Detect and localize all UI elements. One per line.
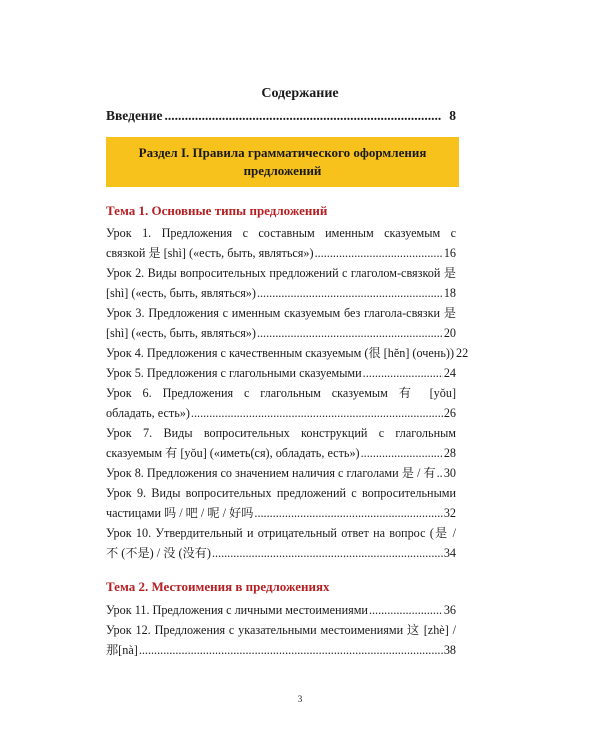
toc-entry-text: Урок 11. Предложения с личными местоимениями [106,603,368,617]
toc-entry[interactable] [106,303,456,343]
toc-entry-page: 20 [443,326,456,340]
toc-entry[interactable] [106,483,456,523]
theme-heading: Тема 1. Основные типы предложений [106,203,328,218]
section-banner [106,137,459,187]
toc-entry-last-line [106,443,456,463]
toc-entry-line: Урок 7. Виды вопросительных конструкций с глагольным [106,426,456,440]
toc-entry-line: Урок 1. Предложения с составным именным сказуемым с [106,226,456,240]
toc-entry[interactable] [106,620,456,660]
toc-entry[interactable] [106,343,469,363]
dot-leader [369,600,443,620]
theme-heading: Тема 2. Местоимения в предложениях [106,579,330,594]
toc-entry-text: Урок 8. Предложения со значением наличия с глаголами 是 / 有 [106,466,436,480]
toc-entry-last-line [106,600,456,620]
toc-entry-last-line [106,283,456,303]
toc-entry-page: 34 [443,546,456,560]
toc-entry-page: 8 [449,108,456,123]
toc-entry[interactable] [106,383,456,423]
toc-entry[interactable] [106,363,456,383]
dot-leader [139,640,443,660]
toc-entries [106,600,456,660]
dot-leader [363,363,443,383]
toc-entry-page: 38 [443,643,456,657]
section-banner-line: Раздел I. Правила грамматического оформления [138,145,427,160]
toc-entry-label: Введение [106,108,163,123]
toc-entry-text: [shì] («есть, быть, являться») [106,326,256,340]
toc-entry-text: [shì] («есть, быть, являться») [106,286,256,300]
toc-entry-last-line [106,503,456,523]
toc-entry-last-line [106,343,469,363]
toc-entry-line: Урок 9. Виды вопросительных предложений с вопросительными [106,486,456,500]
toc-entry-page: 24 [443,366,456,380]
page-number: 3 [297,694,303,704]
toc-entry[interactable] [106,423,456,463]
toc-entry-last-line [106,640,456,660]
dot-leader [254,503,442,523]
toc-entry-page: 18 [443,286,456,300]
page-title: Содержание [261,86,339,101]
toc-entry-text: связкой 是 [shì] («есть, быть, являться») [106,246,314,260]
toc-entry-text: Урок 5. Предложения с глагольными сказуемыми [106,366,362,380]
toc-entry-text: 不 (不是) / 没 (没有) [106,546,211,560]
dot-leader [257,283,443,303]
toc-entry-line: Урок 2. Виды вопросительных предложений с глаголом-связкой 是 [106,266,456,280]
toc-entry[interactable] [106,523,456,563]
toc-entry-text: Урок 4. Предложения с качественным сказуемым (很 [hěn] (очень)) [106,346,455,360]
toc-entry-last-line [106,543,456,563]
toc-entry-text: 那[nà] [106,643,138,657]
toc-entry[interactable] [106,600,456,620]
toc-entry-page: 28 [443,446,456,460]
toc-entry-line: Урок 10. Утвердительный и отрицательный ответ на вопрос (是 / [106,526,456,540]
dot-leader [315,243,443,263]
toc-entry-page: 36 [443,603,456,617]
toc-entry-page: 16 [443,246,456,260]
dot-leader [212,543,443,563]
toc-entry-page: 22 [456,346,469,360]
dot-leader [257,323,443,343]
toc-entry-text: сказуемым 有 [yǒu] («иметь(ся), обладать, есть») [106,446,360,460]
toc-entry-page: 32 [443,506,456,520]
toc-entry[interactable] [106,223,456,263]
toc-entries [106,223,469,563]
toc-entry-line: Урок 6. Предложения с глагольным сказуемым 有 [yǒu] [106,386,456,400]
toc-entry-text: обладать, есть») [106,406,190,420]
toc-entry-last-line [106,323,456,343]
toc-entry[interactable] [106,463,456,483]
toc-entry-last-line [106,403,456,423]
toc-entry-last-line [106,463,456,483]
section-banner-line: предложений [243,163,322,178]
dot-leader [437,463,443,483]
dot-leader [191,403,443,423]
toc-entry-last-line [106,363,456,383]
toc-entry-page: 30 [443,466,456,480]
toc-entry[interactable] [106,263,456,303]
toc-entry-last-line [106,243,456,263]
dot-leader [361,443,443,463]
toc-entry-line: Урок 12. Предложения с указательными местоимениями 这 [zhè] / [106,623,456,637]
toc-entry-page: 26 [443,406,456,420]
toc-entry-intro[interactable] [106,108,456,124]
toc-entry-text: частицами 吗 / 吧 / 呢 / 好吗 [106,506,254,520]
toc-entry-line: Урок 3. Предложения с именным сказуемым без глагола-связки 是 [106,306,456,320]
dot-leader [164,108,441,124]
